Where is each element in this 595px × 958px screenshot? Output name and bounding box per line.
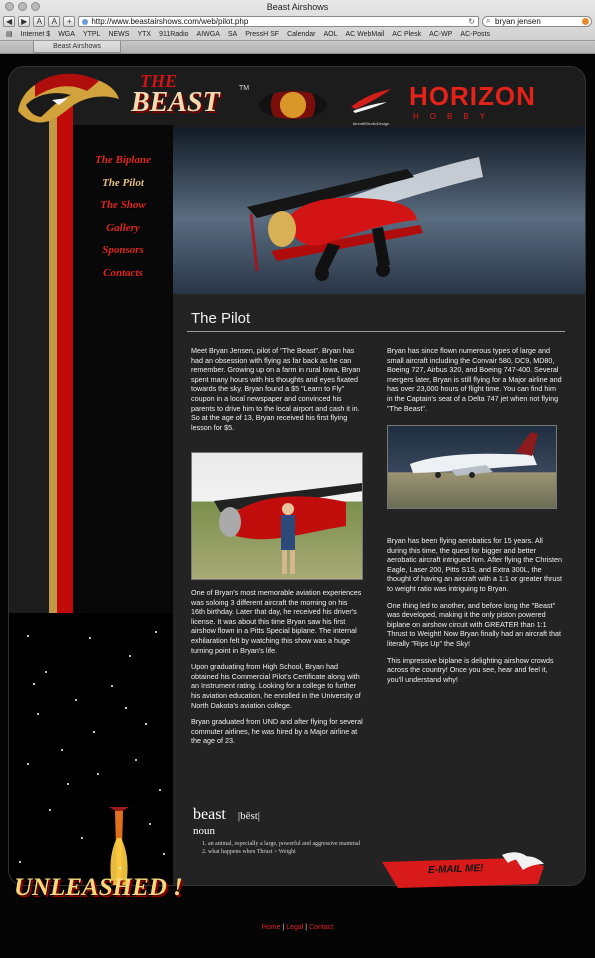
star <box>75 699 77 701</box>
bookmark-6[interactable]: AIWGA <box>196 30 220 38</box>
star <box>33 683 35 685</box>
bookmarks-bar <box>0 28 595 40</box>
footer-links: Home | Legal | Contact <box>261 924 334 931</box>
bookmark-14[interactable]: AC-Posts <box>460 30 490 38</box>
star <box>89 637 91 639</box>
definition-2: 2. what happens when Thrust > Weight <box>202 849 296 855</box>
address-bar[interactable] <box>78 16 479 27</box>
star <box>93 731 95 733</box>
bookmark-7[interactable]: SA <box>227 30 238 38</box>
footer-legal-link[interactable]: Legal <box>286 924 304 931</box>
window-titlebar <box>0 0 595 14</box>
page-title: The Pilot <box>191 310 251 327</box>
bookmark-8[interactable]: PressH SF <box>245 30 280 38</box>
text-smaller-button[interactable]: A <box>33 16 45 27</box>
dictionary-definition <box>193 806 360 856</box>
nav-item-sponsors[interactable]: Sponsors <box>102 244 144 256</box>
dictionary-definitions <box>202 840 360 856</box>
bio-paragraph: One of Bryan's most memorable aviation experiences was soloing 3 different aircraft the morning on his 16th birthday. Later that day, he received his driver's license. It was about this time Bryan saw his first airshow flown in a Pitts Special biplane. The internal exhilaration felt by watching this show was a huge turning point in Bryan's life. <box>191 588 362 655</box>
bookmark-5[interactable]: 911Radio <box>159 30 189 38</box>
bryan-with-plane-photo <box>191 452 363 580</box>
footer-contact-link[interactable]: Contact <box>309 924 334 931</box>
star <box>81 837 83 839</box>
search-field[interactable] <box>482 16 592 27</box>
star <box>19 861 21 863</box>
star <box>119 867 121 869</box>
window-controls[interactable] <box>5 2 40 11</box>
email-me-button[interactable] <box>380 850 550 896</box>
star <box>67 783 69 785</box>
star <box>37 713 39 715</box>
biplane-photo-art <box>192 453 363 580</box>
back-button[interactable]: ◀ <box>3 16 15 27</box>
browser-tab[interactable]: Beast Airshows <box>33 41 121 53</box>
bookmark-9[interactable]: Calendar <box>287 30 316 38</box>
unleashed-banner: UNLEASHED ! <box>14 874 183 901</box>
star <box>49 809 51 811</box>
starfield-decoration <box>9 613 173 886</box>
left-column-bottom <box>191 588 363 753</box>
bookmark-13[interactable]: AC-WP <box>429 30 453 38</box>
browser-chrome <box>0 0 595 54</box>
site-frame <box>8 66 586 886</box>
definition-1: 1. an animal, especially a large, powerful and aggressive mammal <box>202 841 361 847</box>
browser-toolbar <box>0 14 595 28</box>
star <box>111 685 113 687</box>
search-text: bryan jensen <box>495 16 541 26</box>
title-divider <box>187 331 565 332</box>
sponsor-wings-badge[interactable] <box>259 91 327 119</box>
star <box>97 773 99 775</box>
sponsor2-name: AircraftStudioDesign <box>352 121 390 126</box>
star <box>27 635 29 637</box>
tab-bar <box>0 40 595 53</box>
bookmark-0[interactable]: Internet $ <box>20 30 51 38</box>
star <box>149 823 151 825</box>
nav-item-the-show[interactable]: The Show <box>100 199 146 211</box>
footer-home-link[interactable]: Home <box>261 924 281 931</box>
star <box>135 759 137 761</box>
text-larger-button[interactable]: A <box>48 16 60 27</box>
beast-logo[interactable] <box>13 69 263 131</box>
horizon-hobby-logo[interactable] <box>409 81 569 121</box>
star <box>125 707 127 709</box>
bio-paragraph: One thing led to another, and before long the "Beast" was developed, making it the only piston powered biplane on airshow circuit with GREATER than 1:1 Thrust to Weight! Now Bryan finally had an aircraft that literally "Rips Up" the Sky! <box>387 600 562 648</box>
bookmark-10[interactable]: AOL <box>323 30 338 38</box>
logo-the: THE <box>140 71 178 91</box>
jet-photo-art <box>388 426 557 509</box>
dictionary-part-of-speech: noun <box>193 825 215 837</box>
star <box>27 763 29 765</box>
bio-paragraph: Bryan graduated from UND and after flying for several commuter airlines, he was hired by a Major airline at the age of 23. <box>191 717 363 746</box>
delta-747-photo <box>387 425 557 509</box>
logo-trademark: TM <box>239 85 250 92</box>
left-column-top <box>191 346 363 439</box>
web-page <box>0 54 595 958</box>
bookmark-12[interactable]: AC Plesk <box>392 30 422 38</box>
swoosh-icon <box>345 87 397 121</box>
right-column-bottom <box>387 536 563 691</box>
search-clear-icon[interactable] <box>582 18 589 25</box>
bio-paragraph: Bryan has been flying aerobatics for 15 years. All during this time, the quest for bigger and better aerobatic aircraft intrigued him. After flying the Christen Eagle, Laser 200, Pitts S1S, and Extra 300L, the thought of having an aircraft with a 1:1 or greater thrust to weight ratio was intriguing to Bryan. <box>387 536 562 593</box>
nav-item-gallery[interactable]: Gallery <box>106 221 140 234</box>
hero-biplane-image <box>173 127 586 294</box>
lion-head-icon <box>13 69 123 131</box>
bio-paragraph: Upon graduating from High School, Bryan had obtained his Commercial Pilot's Certificate along with an Instrument rating. Looking for a college to further his aviation education, he enrolled in the University of North Dakota's aviation college. <box>191 662 361 710</box>
bookmarks-icon[interactable]: ▤ <box>6 31 13 38</box>
biplane-illustration <box>223 139 483 289</box>
bookmark-1[interactable]: WGA <box>58 30 75 38</box>
dictionary-word: beast <box>193 806 226 823</box>
email-text: E-MAIL ME! <box>427 863 484 876</box>
content-panel <box>173 294 586 886</box>
bio-paragraph: Bryan has since flown numerous types of large and small aircraft including the Convair 580, DC9, MD80, Boeing 727, Airbus 320, and Boeing 747-400. Several mergers later, Bryan is still flying for a Major airline and has over 23,000 hours of flight time. You can find him in the Captain's seat of a Delta 747 jet when not flying "The Beast". <box>387 346 562 413</box>
bookmark-3[interactable]: NEWS <box>108 30 130 38</box>
sponsor-aircraft-studio-logo[interactable] <box>345 87 397 126</box>
bio-paragraph: This impressive biplane is delighting airshow crowds across the country! Once you see, hear and feel it, you'll understand why! <box>387 655 554 684</box>
forward-button[interactable]: ▶ <box>18 16 30 27</box>
rocket-plane-icon <box>105 793 133 886</box>
url-text: http://www.beastairshows.com/web/pilot.php <box>91 16 249 26</box>
dictionary-pronunciation: |bēst| <box>237 810 260 822</box>
minimize-window-button[interactable] <box>18 2 27 11</box>
close-window-button[interactable] <box>5 2 14 11</box>
nav-item-the-pilot[interactable]: The Pilot <box>102 176 144 189</box>
bookmark-4[interactable]: YTX <box>137 30 152 38</box>
bio-paragraph: Meet Bryan Jensen, pilot of "The Beast". Bryan has had an obsession with flying as far back as he can remember. Growing up on a farm in rural Iowa, Bryan spent many hours with his thoughts and eyes fixated towards the sky. Bryan found a $5 "Learn to Fly" coupon in a local newspaper and convinced his parents to drive him to the local airport and cash it in. So at the age of 13, Bryan received his first flying lesson for $5. <box>191 346 361 432</box>
star <box>145 723 147 725</box>
star <box>155 631 157 633</box>
reload-icon[interactable]: ↻ <box>468 16 475 26</box>
star <box>61 749 63 751</box>
nav-item-contacts[interactable]: Contacts <box>103 266 143 279</box>
right-column-top <box>387 346 563 420</box>
main-nav <box>72 149 174 284</box>
bookmark-11[interactable]: AC WebMail <box>345 30 385 38</box>
star <box>163 853 165 855</box>
nav-item-the-biplane[interactable]: The Biplane <box>95 154 151 166</box>
hobby-text: HOBBY <box>413 112 497 121</box>
star <box>129 655 131 657</box>
star <box>159 789 161 791</box>
add-bookmark-button[interactable]: + <box>63 16 75 27</box>
window-title: Beast Airshows <box>266 2 329 12</box>
zoom-window-button[interactable] <box>31 2 40 11</box>
horizon-text: HORIZON <box>409 81 536 111</box>
logo-beast: BEAST <box>131 87 220 118</box>
star <box>45 671 47 673</box>
bookmark-2[interactable]: YTPL <box>82 30 101 38</box>
